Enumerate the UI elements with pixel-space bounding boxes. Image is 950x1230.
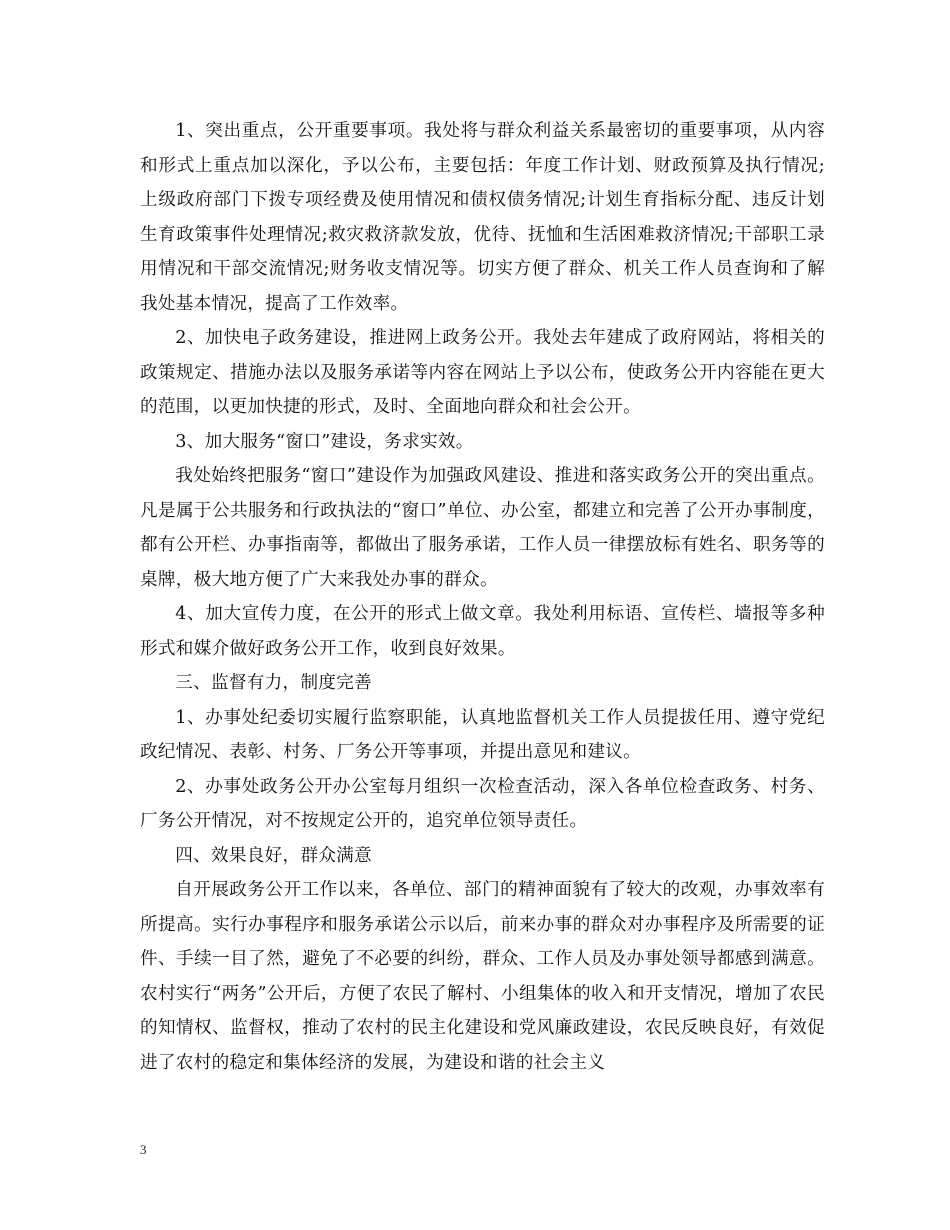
paragraph-3: 3、加大服务“窗口”建设，务求实效。 bbox=[175, 431, 474, 452]
paragraph-8: 自开展政务公开工作以来，各单位、部门的精神面貌有了较大的改观，办事效率有所提高。实行办事程序和服务承诺公示以后，前来办事的群众对办事程序及所需要的证件、手续一目了然，避免了不必要的纠纷，群众、工作人员及办事处领导都感到满意。农村实行“两务”公开后，方便了农民了解村、小组集体的收入和开支情况，增加了农民的知情权、监督权，推动了农村的民主化建设和党风廉政建设，农民反映良好，有效促进了农村的稳定和集体经济的发展，为建设和谐的社会主义 bbox=[140, 880, 825, 1073]
section-heading-4: 四、效果良好，群众满意 bbox=[175, 845, 373, 866]
page-number: 3 bbox=[140, 1142, 147, 1157]
paragraph-7: 2、办事处政务公开办公室每月组织一次检查活动，深入各单位检查政务、村务、厂务公开情况，对不按规定公开的，追究单位领导责任。 bbox=[140, 776, 825, 831]
paragraph-5: 4、加大宣传力度，在公开的形式上做文章。我处利用标语、宣传栏、墙报等多种形式和媒介做好政务公开工作，收到良好效果。 bbox=[140, 604, 825, 659]
paragraph-2: 2、加快电子政务建设，推进网上政务公开。我处去年建成了政府网站，将相关的政策规定、措施办法以及服务承诺等内容在网站上予以公布，使政务公开内容能在更大的范围，以更加快捷的形式，及时、全面地向群众和社会公开。 bbox=[140, 328, 825, 417]
section-heading-3: 三、监督有力，制度完善 bbox=[175, 673, 373, 693]
paragraph-6: 1、办事处纪委切实履行监察职能，认真地监督机关工作人员提拔任用、遵守党纪政纪情况、表彰、村务、厂务公开等事项，并提出意见和建议。 bbox=[140, 707, 825, 762]
paragraph-4: 我处始终把服务“窗口”建设作为加强政风建设、推进和落实政务公开的突出重点。凡是属于公共服务和行政执法的“窗口”单位、办公室，都建立和完善了公开办事制度，都有公开栏、办事指南等，都做出了服务承诺，工作人员一律摆放标有姓名、职务等的桌牌，极大地方便了广大来我处办事的群众。 bbox=[140, 466, 825, 590]
paragraph-1: 1、突出重点，公开重要事项。我处将与群众利益关系最密切的重要事项，从内容和形式上重点加以深化，予以公布，主要包括：年度工作计划、财政预算及执行情况;上级政府部门下拨专项经费及使用情况和债权债务情况;计划生育指标分配、违反计划生育政策事件处理情况;救灾救济款发放，优待、抚恤和生活困难救济情况;干部职工录用情况和干部交流情况;财务收支情况等。切实方便了群众、机关工作人员查询和了解我处基本情况，提高了工作效率。 bbox=[140, 121, 825, 314]
document-body bbox=[140, 114, 825, 1080]
